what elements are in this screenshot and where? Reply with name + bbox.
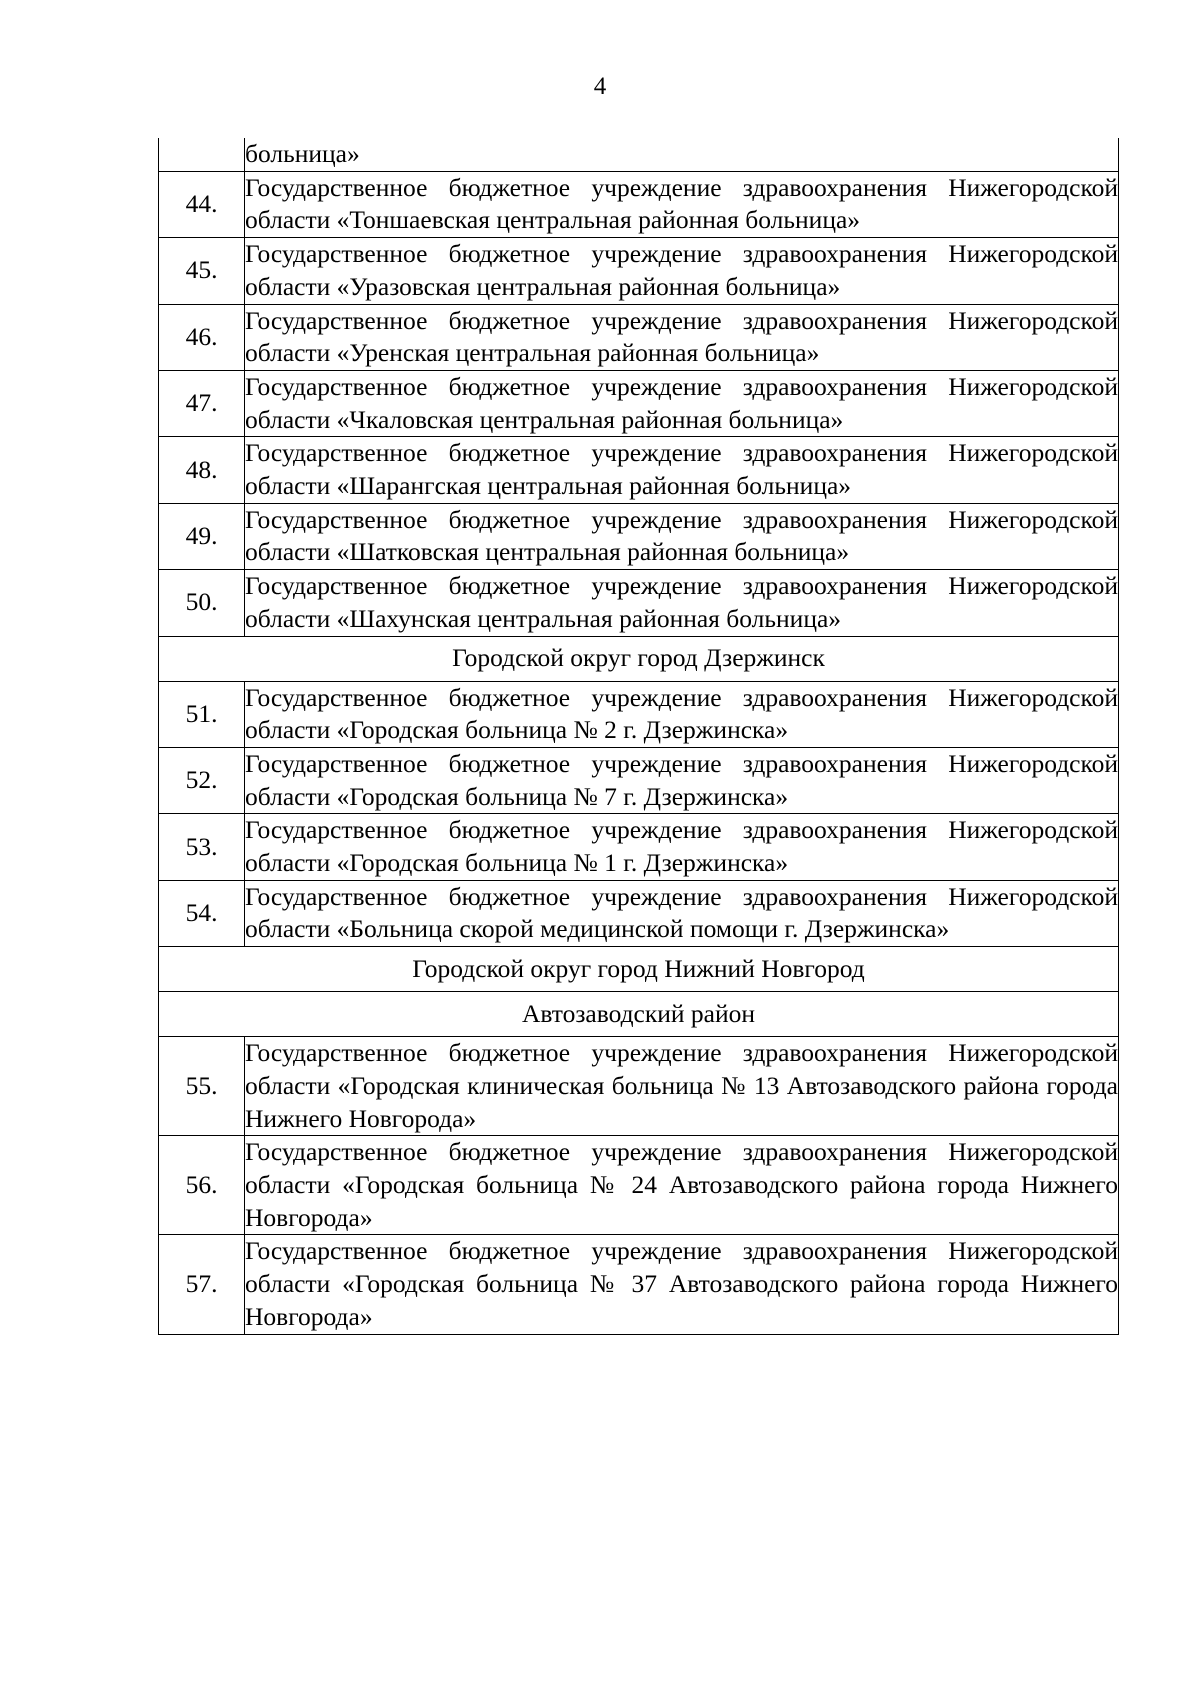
row-number: 56.: [159, 1136, 245, 1235]
section-heading: Городской округ город Нижний Новгород: [159, 947, 1119, 992]
table-row: [159, 681, 1119, 747]
section-heading: Городской округ город Дзержинск: [159, 636, 1119, 681]
table-row: [159, 238, 1119, 304]
table-row: [159, 437, 1119, 503]
institution-name: больница»: [245, 138, 1119, 171]
institution-name: Государственное бюджетное учреждение здравоохранения Нижегородской области «Городская больница № 2 г. Дзержинска»: [245, 681, 1119, 747]
row-number: 50.: [159, 570, 245, 636]
table-row: [159, 570, 1119, 636]
institution-name: Государственное бюджетное учреждение здравоохранения Нижегородской области «Уразовская центральная районная больница»: [245, 238, 1119, 304]
section-row: [159, 992, 1119, 1037]
institution-name: Государственное бюджетное учреждение здравоохранения Нижегородской области «Тоншаевская центральная районная больница»: [245, 171, 1119, 237]
row-number: 52.: [159, 747, 245, 813]
institution-name: Государственное бюджетное учреждение здравоохранения Нижегородской области «Городская больница № 7 г. Дзержинска»: [245, 747, 1119, 813]
row-number: 49.: [159, 503, 245, 569]
table-row: [159, 1037, 1119, 1136]
row-number: 53.: [159, 814, 245, 880]
table-row: [159, 1235, 1119, 1334]
row-number: 55.: [159, 1037, 245, 1136]
table-row: [159, 814, 1119, 880]
row-number: 57.: [159, 1235, 245, 1334]
row-number: 47.: [159, 370, 245, 436]
row-number: 51.: [159, 681, 245, 747]
page-number: 4: [593, 73, 607, 100]
institution-name: Государственное бюджетное учреждение здравоохранения Нижегородской области «Уренская центральная районная больница»: [245, 304, 1119, 370]
institution-name: Государственное бюджетное учреждение здравоохранения Нижегородской области «Шатковская центральная районная больница»: [245, 503, 1119, 569]
institution-name: Государственное бюджетное учреждение здравоохранения Нижегородской области «Городская клиническая больница № 13 Автозаводского района города Нижнего Новгорода»: [245, 1037, 1119, 1136]
table-row: [159, 880, 1119, 946]
section-row: [159, 636, 1119, 681]
row-number: 54.: [159, 880, 245, 946]
table-row: [159, 171, 1119, 237]
table-row: [159, 304, 1119, 370]
table-row: [159, 370, 1119, 436]
table-body: [159, 138, 1119, 1334]
institution-name: Государственное бюджетное учреждение здравоохранения Нижегородской области «Больница скорой медицинской помощи г. Дзержинска»: [245, 880, 1119, 946]
row-number: 44.: [159, 171, 245, 237]
section-heading: Автозаводский район: [159, 992, 1119, 1037]
table-row: [159, 138, 1119, 171]
table-row: [159, 747, 1119, 813]
row-number: 45.: [159, 238, 245, 304]
section-row: [159, 947, 1119, 992]
institution-name: Государственное бюджетное учреждение здравоохранения Нижегородской области «Шарангская центральная районная больница»: [245, 437, 1119, 503]
row-number: 46.: [159, 304, 245, 370]
table-row: [159, 1136, 1119, 1235]
row-number: 48.: [159, 437, 245, 503]
row-number: [159, 138, 245, 171]
institution-name: Государственное бюджетное учреждение здравоохранения Нижегородской области «Городская больница № 1 г. Дзержинска»: [245, 814, 1119, 880]
institution-name: Государственное бюджетное учреждение здравоохранения Нижегородской области «Городская больница № 24 Автозаводского района города Нижнего Новгорода»: [245, 1136, 1119, 1235]
institution-name: Государственное бюджетное учреждение здравоохранения Нижегородской области «Шахунская центральная районная больница»: [245, 570, 1119, 636]
institution-name: Государственное бюджетное учреждение здравоохранения Нижегородской области «Городская больница № 37 Автозаводского района города Нижнего Новгорода»: [245, 1235, 1119, 1334]
institution-name: Государственное бюджетное учреждение здравоохранения Нижегородской области «Чкаловская центральная районная больница»: [245, 370, 1119, 436]
table-row: [159, 503, 1119, 569]
hospital-list-table: [158, 138, 1119, 1335]
